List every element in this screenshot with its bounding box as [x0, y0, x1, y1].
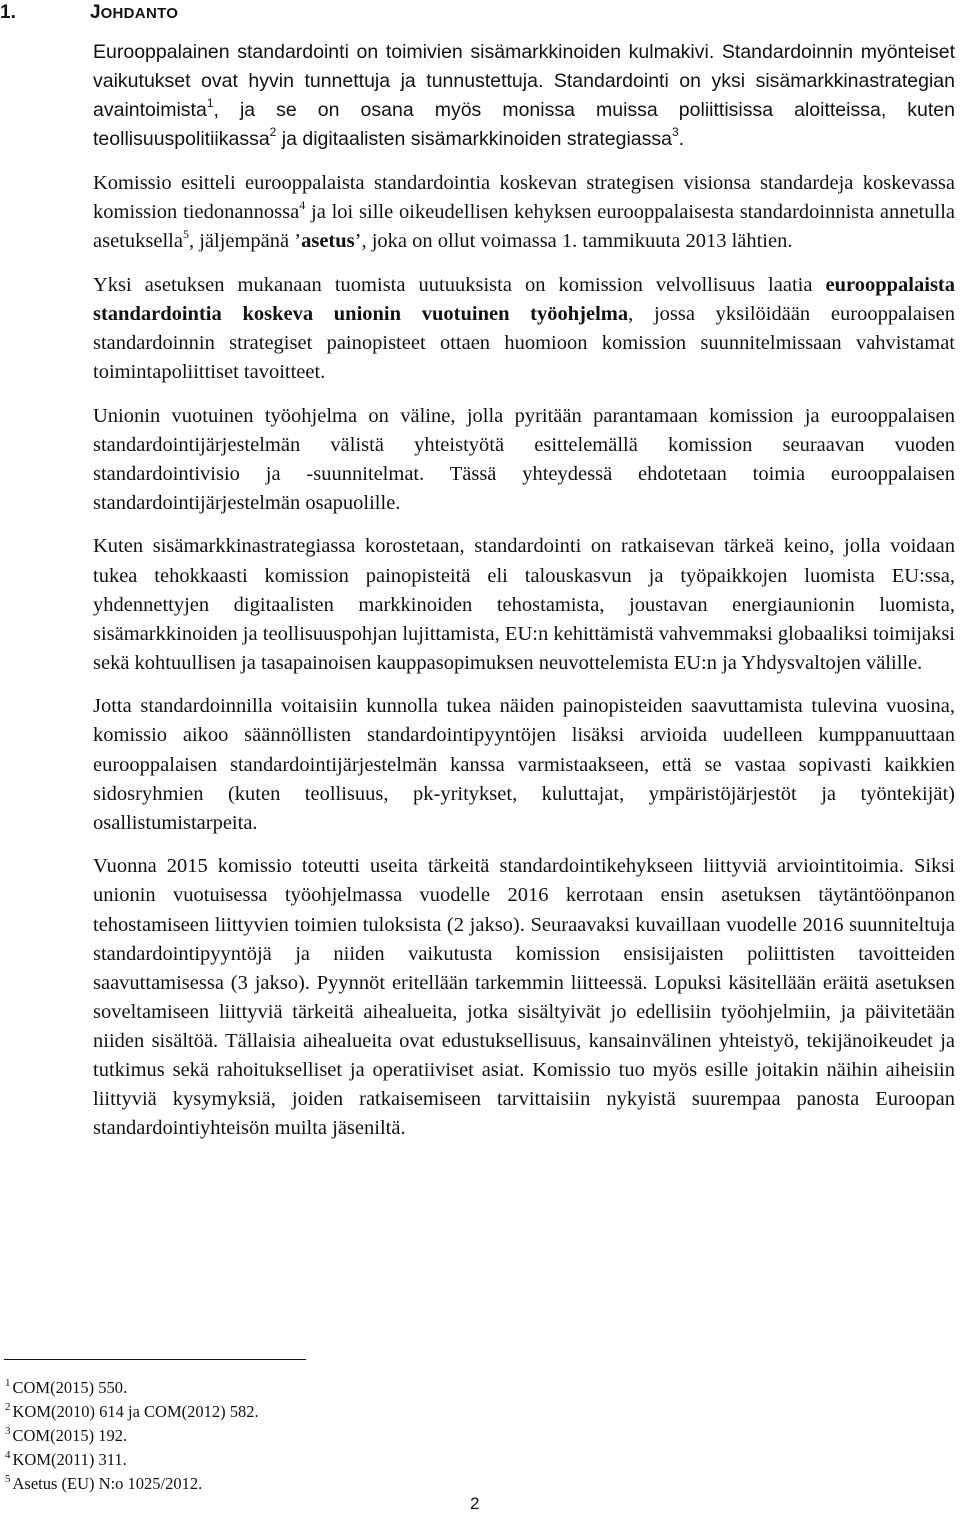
footnote-ref: 5 — [182, 227, 189, 242]
footnote-number: 5 — [5, 1473, 11, 1485]
footnote-5 — [5, 1472, 259, 1496]
footnotes — [5, 1376, 259, 1496]
paragraph-5: Kuten sisämarkkinastrategiassa korostetaan, standardointi on ratkaisevan tärkeä keino, jolla voidaan tukea tehokkaasti komission painopisteitä eli talouskasvun ja työpaikkojen luomista EU:ssa, yhdennettyjen digitaalisten markkinoiden tehostamista, joustavan energiaunionin luomista, sisämarkkinoiden ja teollisuuspohjan lujittamista, EU:n kehittämistä vahvemmaksi globaaliksi toimijaksi sekä kohtuullisen ja tasapainoisen kauppasopimuksen neuvottelemista EU:n ja Yhdysvaltojen välille. — [93, 535, 955, 674]
footnote-ref: 2 — [269, 125, 277, 140]
paragraph-text: , jäljempänä ’ — [188, 230, 302, 253]
section-number: 1. — [0, 2, 16, 23]
paragraph-3 — [93, 271, 955, 387]
paragraph-text: , jossa yksilöidään eurooppalaisen standardoinnin strategiset painopisteet ottaen huomioon komission suunnitelmissaan vahvistamat toimintapoliittiset tavoitteet. — [93, 302, 955, 383]
document-body — [93, 38, 955, 1158]
paragraph-text: Eurooppalainen standardointi on toimivien sisämarkkinoiden kulmakivi. Standardoinnin myönteiset vaikutukset ovat hyvin tunnettuja ja tunnustettuja. Standardointi on yksi sisämarkkinastrategian avaintoimista — [93, 41, 955, 122]
section-title-rest: OHDANTO — [100, 5, 179, 22]
paragraph-text: Komissio esitteli eurooppalaista standardointia koskevan strategisen visionsa standardeja koskevassa komission tiedonannossa — [93, 171, 955, 223]
paragraph-text: ja loi sille oikeudellisen kehyksen eurooppalaisesta standardoinnista annetulla asetuksella — [93, 200, 955, 253]
footnote-text: COM(2015) 550. — [12, 1378, 128, 1397]
page-number: 2 — [470, 1494, 480, 1513]
section-title-initial: J — [90, 2, 101, 23]
defined-term: asetus — [301, 230, 355, 253]
paragraph-4: Unionin vuotuinen työohjelma on väline, jolla pyritään parantamaan komission ja eurooppalaisen standardointijärjestelmän välistä yhteistyötä esittelemällä komission seuraavan vuoden standardointivisio ja -suunnitelmat. Tässä yhteydessä ehdotetaan toimia eurooppalaisen standardointijärjestelmän osapuolille. — [93, 404, 955, 514]
footnote-text: COM(2015) 192. — [12, 1426, 128, 1445]
footnote-ref: 1 — [206, 96, 214, 111]
footnote-number: 2 — [5, 1401, 11, 1413]
footnote-text: Asetus (EU) N:o 1025/2012. — [12, 1474, 203, 1493]
paragraph-text: , ja se on osana myös monissa muissa poliittisissa aloitteissa, kuten teollisuuspolitiikassa — [93, 99, 955, 151]
paragraph-text: ’, joka on ollut voimassa 1. tammikuuta 2013 lähtien. — [354, 230, 793, 253]
footnote-4 — [5, 1448, 259, 1472]
footnote-ref: 3 — [671, 125, 679, 140]
paragraph-1 — [93, 38, 955, 154]
footnote-number: 3 — [5, 1425, 11, 1437]
footnote-number: 4 — [5, 1449, 11, 1461]
paragraph-text: Yksi asetuksen mukanaan tuomista uutuuksista on komission velvollisuus laatia — [93, 273, 826, 296]
paragraph-6: Jotta standardoinnilla voitaisiin kunnolla tukea näiden painopisteiden saavuttamista tulevina vuosina, komissio aikoo säännöllisten standardointipyyntöjen lisäksi arvioida uudelleen kumppanuuttaan eurooppalaisen standardointijärjestelmän kanssa varmistaakseen, että se vastaa sopivasti kaikkien sidosryhmien (kuten teollisuus, pk-yritykset, kuluttajat, ympäristöjärjestöt ja työntekijät) osallistumistarpeita. — [93, 695, 955, 834]
paragraph-2 — [93, 169, 955, 256]
footnote-2 — [5, 1400, 259, 1424]
footnote-separator — [4, 1359, 306, 1360]
emphasized-term: eurooppalaista standardointia koskeva unionin vuotuinen työohjelma — [93, 273, 955, 325]
footnote-ref: 4 — [299, 197, 306, 212]
section-heading — [0, 2, 178, 25]
footnote-1 — [5, 1376, 259, 1400]
paragraph-7: Vuonna 2015 komissio toteutti useita tärkeitä standardointikehykseen liittyviä arviointitoimia. Siksi unionin vuotuisessa työohjelmassa vuodelle 2016 kerrotaan ensin asetuksen täytäntöönpanon tehostamiseen liittyvien toimien tuloksista (2 jakso). Seuraavaksi kuvaillaan vuodelle 2016 suunniteltuja standardointipyyntöjä ja niiden vaikutusta komission ensisijaisten poliittisten tavoitteiden saavuttamisessa (3 jakso). Pyynnöt eritellään tarkemmin liitteessä. Lopuksi käsitellään eräitä asetuksen soveltamiseen liittyviä tärkeitä aihealueita, jotka sisältyivät jo edellisiin työohjelmiin, ja päivitetään niiden sisältöä. Tällaisia aihealueita ovat edustuksellisuus, kansainvälinen yhteistyö, tekijänoikeudet ja tutkimus sekä rahoitukselliset ja operatiiviset asiat. Komissio tuo myös esille joitakin näihin aiheisiin liittyviä kysymyksiä, joiden ratkaisemiseen tarvittaisiin nykyistä suurempaa panosta Euroopan standardointiyhteisön muilta jäseniltä. — [93, 855, 955, 1140]
footnote-text: KOM(2010) 614 ja COM(2012) 582. — [12, 1402, 259, 1421]
footnote-number: 1 — [5, 1377, 11, 1389]
paragraph-text: . — [678, 128, 685, 151]
paragraph-text: ja digitaalisten sisämarkkinoiden strategiassa — [276, 128, 672, 151]
footnote-3 — [5, 1424, 259, 1448]
footnote-text: KOM(2011) 311. — [12, 1450, 127, 1469]
